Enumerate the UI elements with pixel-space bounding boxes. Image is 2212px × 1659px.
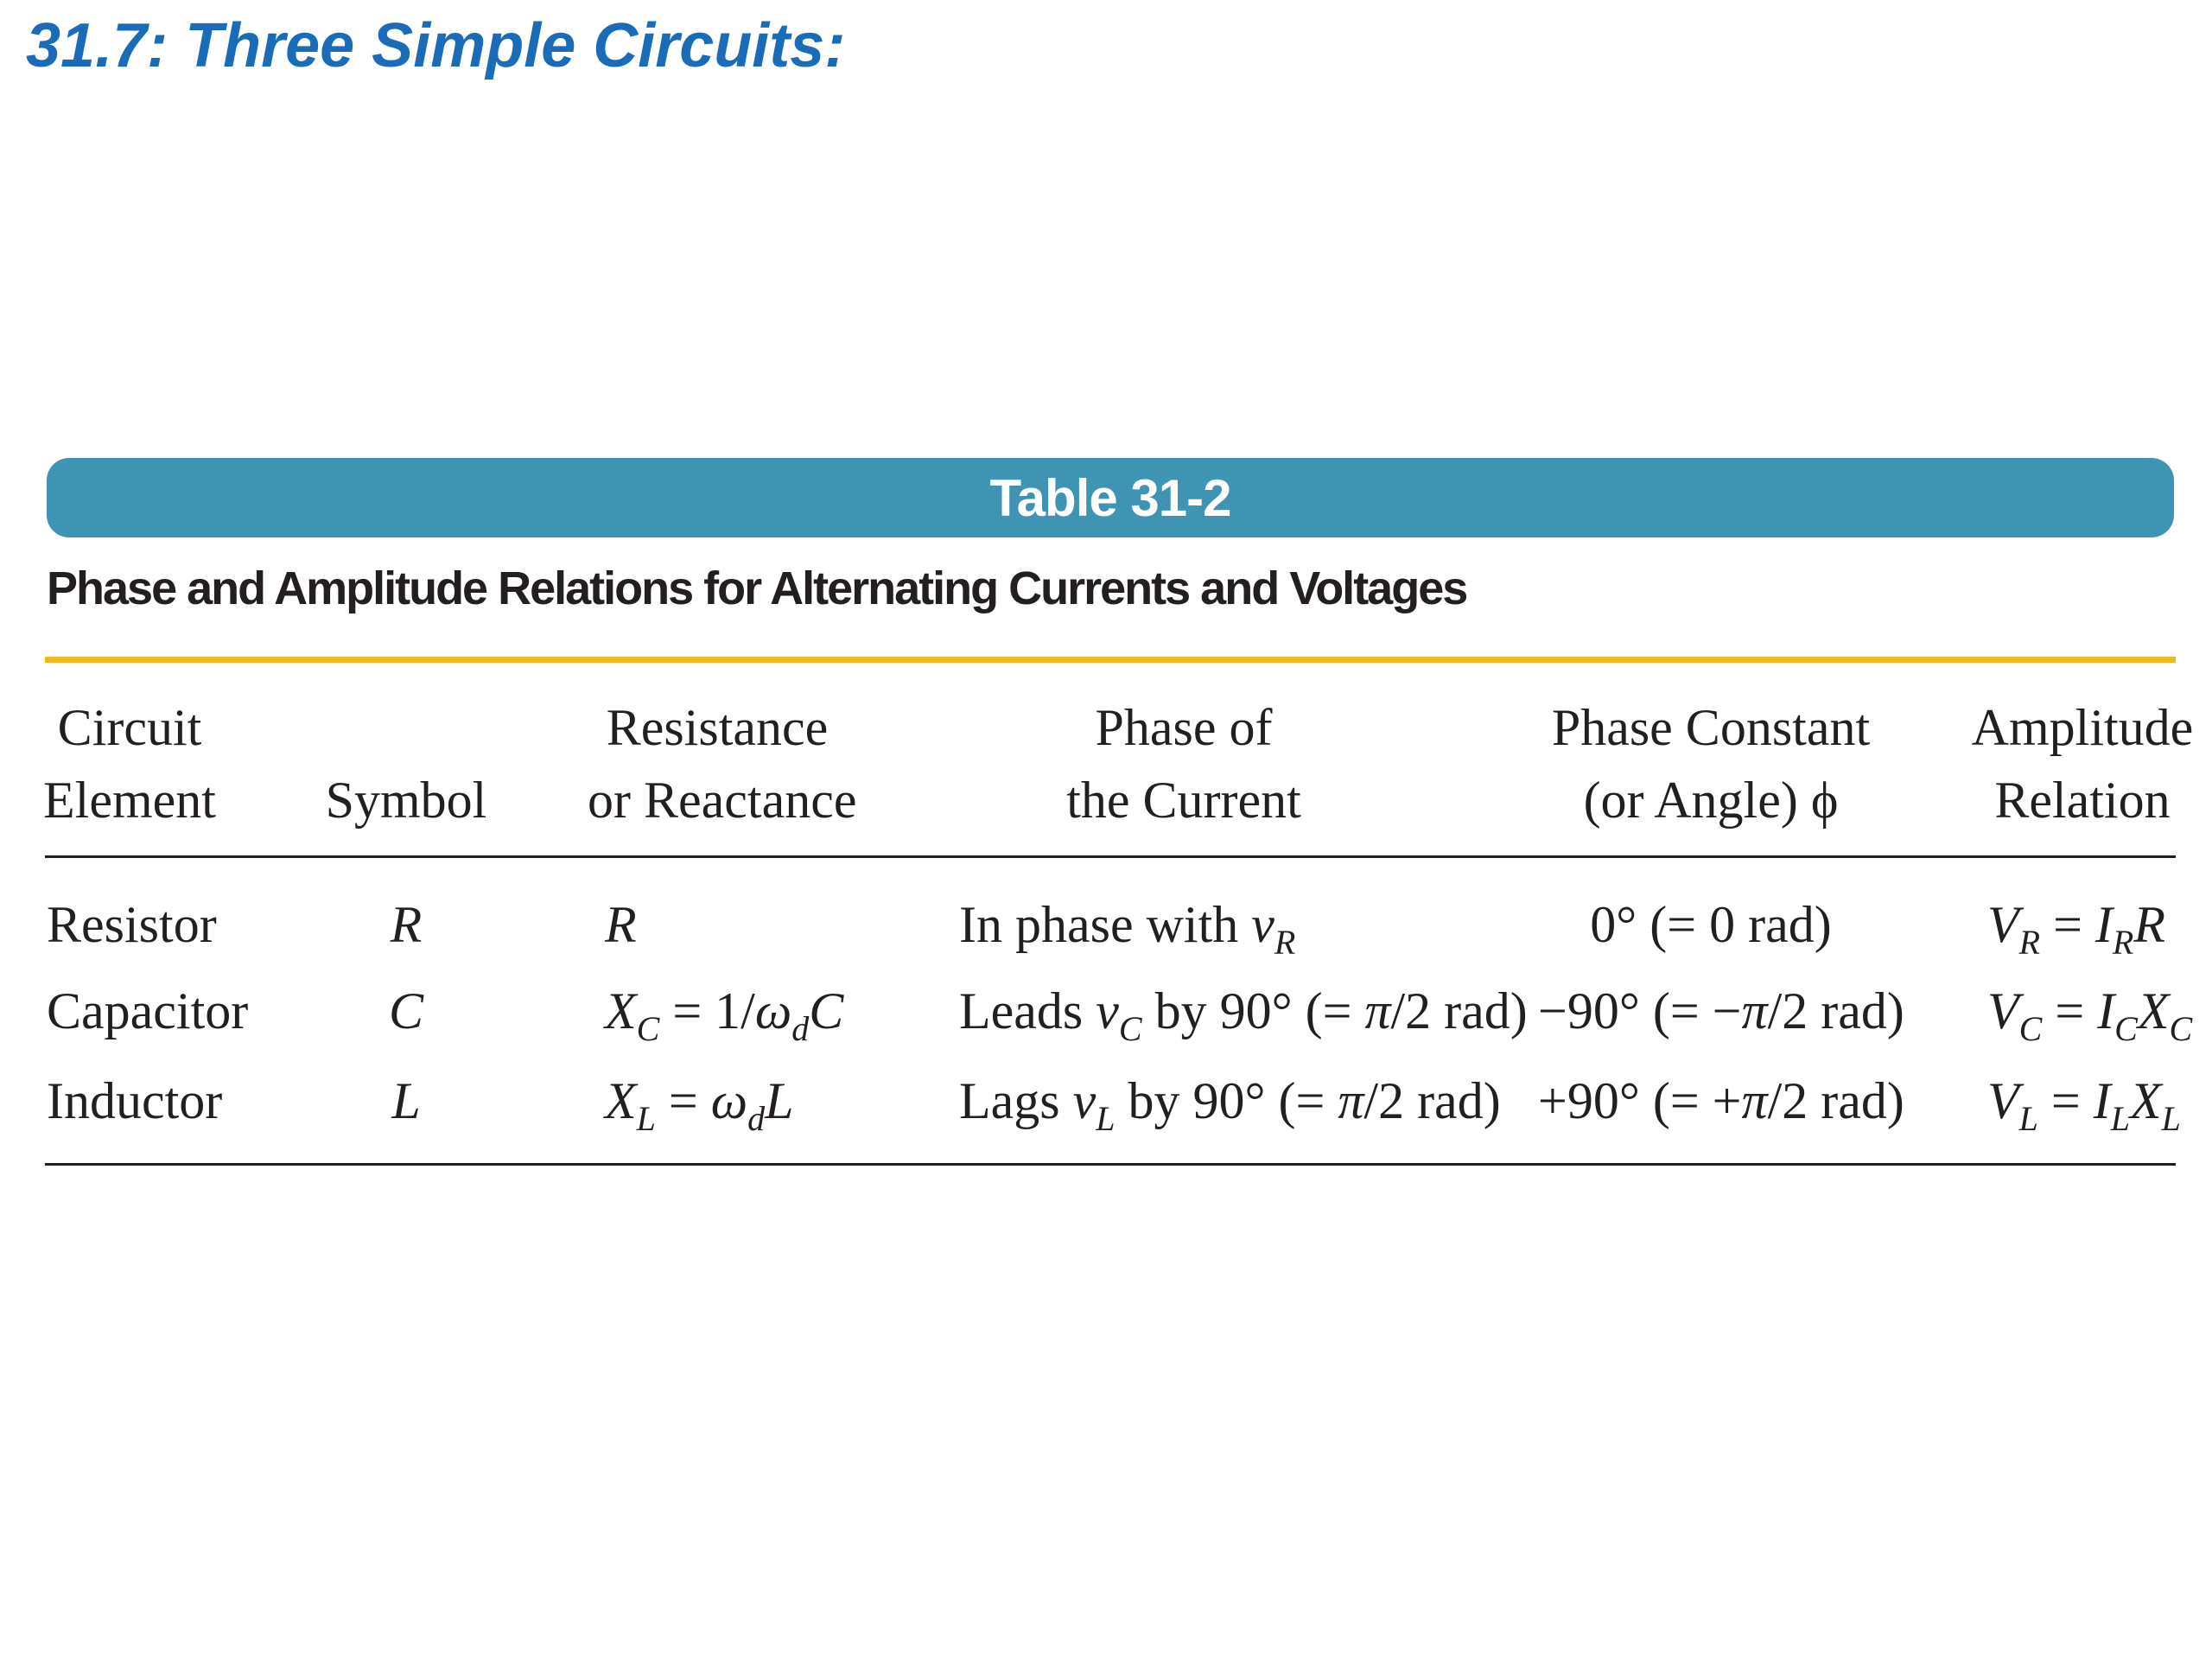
row-reactance: $X_L = \omega_dL$: [605, 1072, 794, 1138]
table-caption: Phase and Amplitude Relations for Alternating Currents and Voltages: [47, 563, 1467, 614]
gold-rule: [45, 657, 2176, 663]
table-banner: [47, 458, 2174, 537]
row-amplitude-relation: $V_C = I_CX_C$: [1987, 982, 2193, 1048]
row-element: Resistor: [47, 896, 217, 953]
header-symbol: Symbol: [325, 772, 487, 829]
header-amplitude-relation: Amplitude Relation: [1971, 699, 2194, 829]
row-phase-of-current: In phase with $v_R$: [959, 896, 1296, 962]
row-element: Capacitor: [47, 982, 249, 1039]
row-phase-constant: 0° (= 0 rad): [1590, 896, 1832, 953]
header-phase-of-current: Phase of the Current: [1066, 699, 1301, 829]
header-phase-constant: Phase Constant (or Angle) ϕ: [1551, 699, 1871, 829]
row-symbol: C: [388, 982, 424, 1039]
row-symbol: L: [391, 1072, 421, 1129]
header-rule: [45, 855, 2176, 858]
slide-title: 31.7: Three Simple Circuits:: [26, 11, 846, 80]
row-phase-of-current: Lags $v_L$ by 90° (= π/2 rad): [959, 1072, 1501, 1138]
header-circuit-element: Circuit Element: [43, 699, 216, 829]
row-element: Inductor: [47, 1072, 223, 1129]
row-reactance: $X_C = 1/\omega_dC$: [605, 982, 844, 1048]
row-phase-constant: +90° (= +π/2 rad): [1538, 1072, 1904, 1129]
header-resistance-reactance: Resistance or Reactance: [588, 699, 857, 829]
row-amplitude-relation: $V_L = I_LX_L$: [1987, 1072, 2181, 1138]
row-phase-constant: −90° (= −π/2 rad): [1538, 982, 1904, 1039]
row-amplitude-relation: $V_R = I_RR$: [1987, 896, 2166, 962]
table-number: Table 31-2: [989, 468, 1231, 527]
row-symbol: R: [390, 896, 423, 953]
row-phase-of-current: Leads $v_C$ by 90° (= π/2 rad): [959, 982, 1528, 1048]
bottom-rule: [45, 1163, 2176, 1166]
row-reactance: R: [605, 896, 637, 953]
